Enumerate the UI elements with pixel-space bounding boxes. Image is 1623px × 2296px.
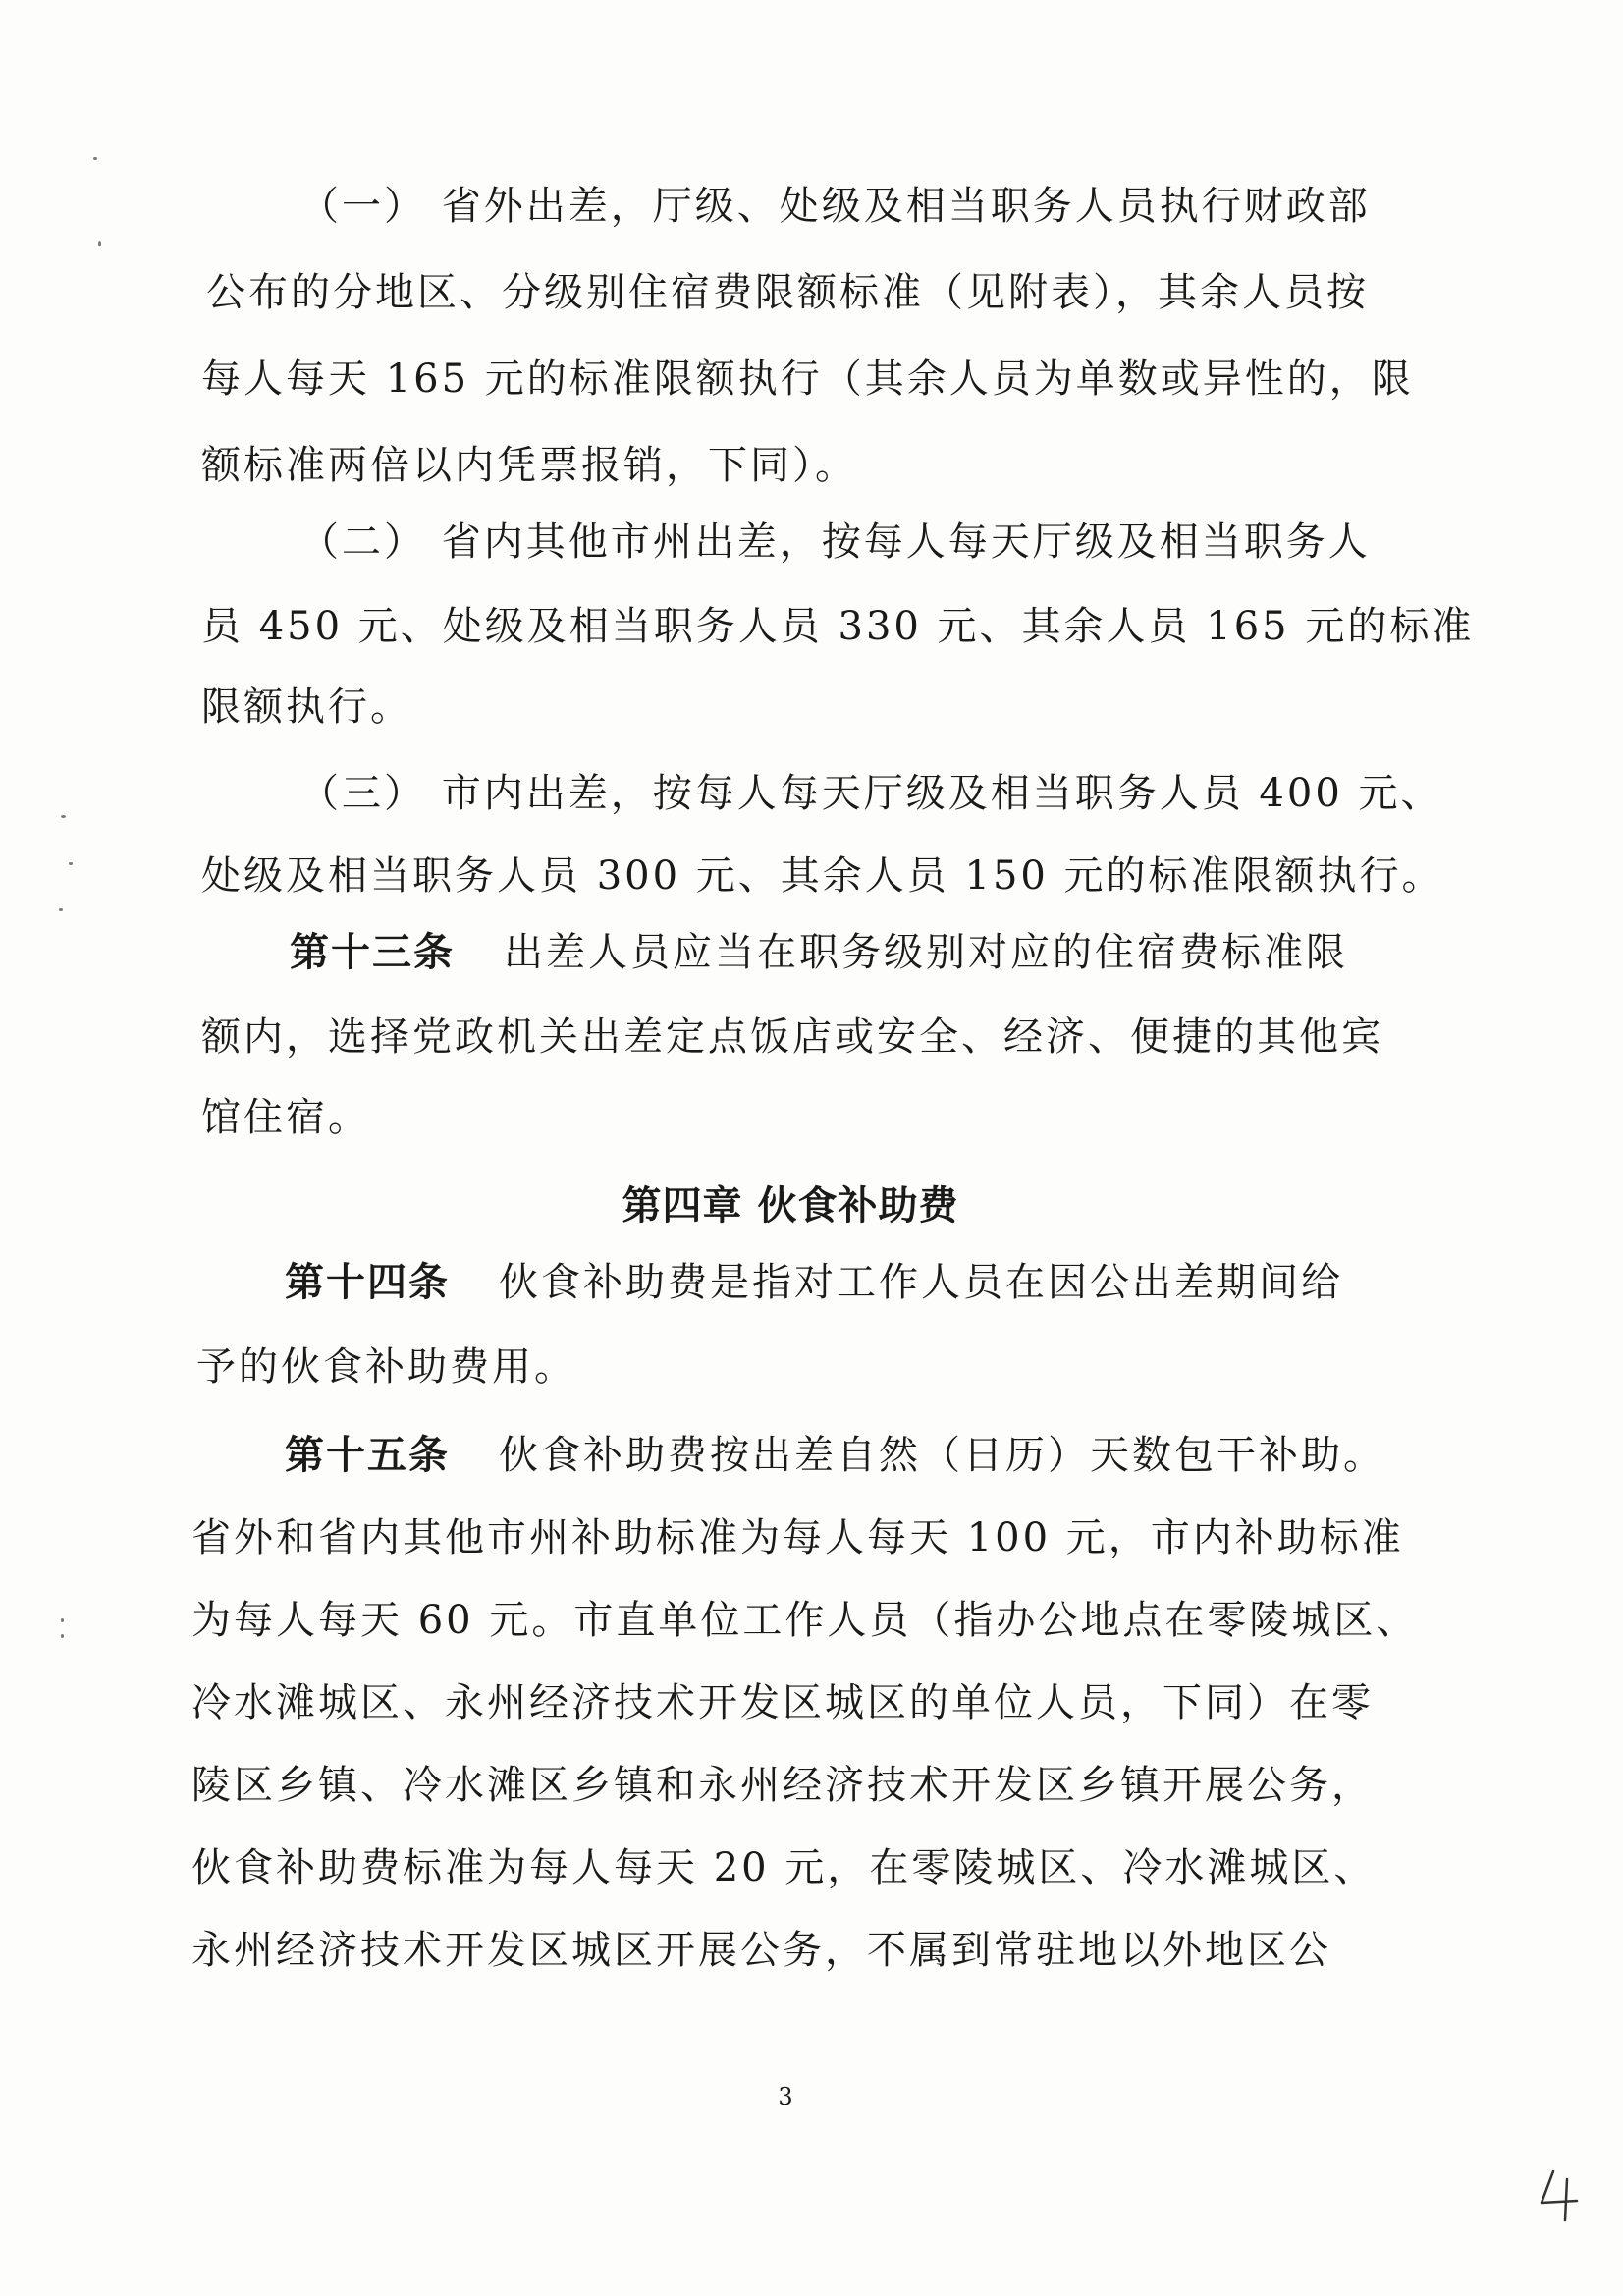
- text-line: 永州经济技术开发区城区开展公务，不属到常驻地以外地区公: [191, 1928, 1331, 1973]
- text-line: 馆住宿。: [201, 1095, 370, 1140]
- scan-speck: [61, 1634, 64, 1638]
- chapter-title: 第四章 伙食补助费: [622, 1182, 959, 1229]
- scan-speck: [93, 157, 97, 160]
- text-line: 公布的分地区、分级别住宿费限额标准（见附表），其余人员按: [206, 270, 1369, 315]
- text-line: 额内，选择党政机关出差定点饭店或安全、经济、便捷的其他宾: [201, 1014, 1383, 1060]
- text-line: （三） 市内出差，按每人每天厅级及相当职务人员 400 元、: [299, 771, 1443, 816]
- text-line: 伙食补助费标准为每人每天 20 元，在零陵城区、冷水滩城区、: [191, 1845, 1377, 1890]
- text-line: 予的伙食补助费用。: [196, 1344, 576, 1390]
- page-number: 3: [778, 2083, 793, 2110]
- scan-speck: [59, 908, 63, 911]
- scan-speck: [98, 241, 101, 246]
- article-15-label: 第十五条: [285, 1432, 450, 1478]
- text-line: 每人每天 165 元的标准限额执行（其余人员为单数或异性的，限: [201, 356, 1414, 402]
- article-14-line: [285, 1253, 1343, 1312]
- text-line: 为每人每天 60 元。市直单位工作人员（指办公地点在零陵城区、: [191, 1598, 1419, 1643]
- article-13-line: [290, 923, 1348, 982]
- text-line: 陵区乡镇、冷水滩区乡镇和永州经济技术开发区乡镇开展公务，: [191, 1763, 1374, 1808]
- article-15-line: [285, 1426, 1385, 1485]
- article-14-label: 第十四条: [285, 1259, 450, 1305]
- text-line: 伙食补助费按出差自然（日历）天数包干补助。: [499, 1433, 1385, 1478]
- scan-speck: [61, 815, 66, 818]
- scan-speck: [69, 862, 73, 865]
- text-line: 伙食补助费是指对工作人员在因公出差期间给: [499, 1260, 1343, 1305]
- text-line: 出差人员应当在职务级别对应的住宿费标准限: [504, 930, 1348, 975]
- text-line: （二） 省内其他市州出差，按每人每天厅级及相当职务人: [299, 519, 1371, 565]
- handwritten-mark: [1532, 2165, 1591, 2224]
- text-line: （一） 省外出差，厅级、处级及相当职务人员执行财政部: [299, 184, 1371, 229]
- text-line: 员 450 元、处级及相当职务人员 330 元、其余人员 165 元的标准: [201, 604, 1475, 649]
- text-line: 冷水滩城区、永州经济技术开发区城区的单位人员，下同）在零: [191, 1680, 1374, 1725]
- text-line: 限额执行。: [201, 684, 412, 730]
- article-13-label: 第十三条: [290, 929, 455, 975]
- text-line: 处级及相当职务人员 300 元、其余人员 150 元的标准限额执行。: [201, 853, 1444, 899]
- text-line: 额标准两倍以内凭票报销，下同）。: [201, 443, 857, 488]
- scan-speck: [61, 1618, 64, 1622]
- text-line: 省外和省内其他市州补助标准为每人每天 100 元，市内补助标准: [191, 1515, 1404, 1560]
